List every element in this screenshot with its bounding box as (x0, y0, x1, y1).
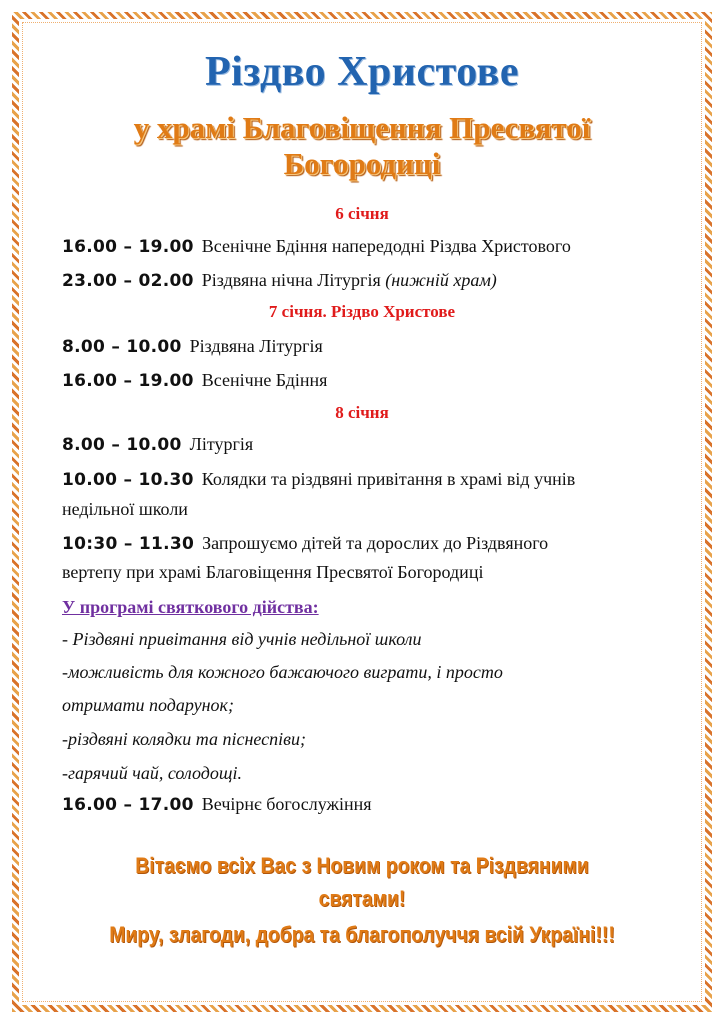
day-heading-8: 8 січня (335, 403, 389, 422)
program-item: -можливість для кожного бажаючого виграти, і просто (62, 662, 503, 682)
greeting-line-2: святами! (318, 886, 406, 911)
schedule-item (62, 231, 682, 262)
day-heading-7: 7 січня. Різдво Христове (268, 302, 456, 321)
subtitle-line-2: Богородиці (283, 146, 441, 181)
time-range: 8.00 – 10.00 (62, 337, 182, 357)
event-text-continued: недільної школи (62, 499, 188, 519)
greeting-line-1: Вітаємо всіх Вас з Новим роком та Різдвяними (135, 853, 589, 878)
event-text: Колядки та різдвяні привітання в храмі від учнів (201, 469, 576, 489)
time-range: 16.00 – 19.00 (62, 237, 194, 257)
schedule-item (62, 265, 682, 296)
schedule-item (62, 528, 682, 559)
program-item: -гарячий чай, солодощі. (62, 763, 242, 783)
time-range: 16.00 – 19.00 (62, 371, 194, 391)
event-text: Різдвяна Літургія (189, 336, 323, 356)
schedule-item (62, 331, 682, 362)
time-range: 16.00 – 17.00 (62, 795, 194, 815)
schedule-item (62, 429, 682, 460)
event-text: Всенічне Бдіння напередодні Різдва Христового (201, 236, 571, 256)
day-heading-6: 6 січня (335, 204, 389, 223)
time-range: 10:30 – 11.30 (62, 534, 195, 554)
event-text: Різдвяна нічна Літургія (201, 270, 386, 290)
time-range: 8.00 – 10.00 (62, 435, 182, 455)
event-text: Вечірнє богослужіння (201, 794, 372, 814)
event-text: Запрошуємо дітей та дорослих до Різдвяного (202, 533, 549, 553)
schedule-item-evening (62, 789, 682, 820)
subtitle-line-1: у храмі Благовіщення Пресвятої (133, 110, 591, 145)
page-subtitle (0, 110, 724, 182)
time-range: 10.00 – 10.30 (62, 470, 194, 490)
program-item: -різдвяні колядки та піснеспіви; (62, 729, 306, 749)
event-note: (нижній храм) (385, 270, 497, 290)
event-text: Всенічне Бдіння (201, 370, 328, 390)
schedule-item (62, 365, 682, 396)
program-item: - Різдвяні привітання від учнів недільної школи (62, 629, 422, 649)
program-item: отримати подарунок; (62, 695, 234, 715)
program-heading: У програмі святкового дійства: (62, 597, 319, 617)
time-range: 23.00 – 02.00 (62, 271, 194, 291)
event-text: Літургія (189, 434, 254, 454)
greeting-line-3: Миру, злагоди, добра та благополуччя всій Україні!!! (109, 922, 615, 947)
page-title: Різдво Христове (205, 49, 519, 95)
event-text-continued: вертепу при храмі Благовіщення Пресвятої Богородиці (62, 562, 484, 582)
schedule-item (62, 464, 682, 495)
